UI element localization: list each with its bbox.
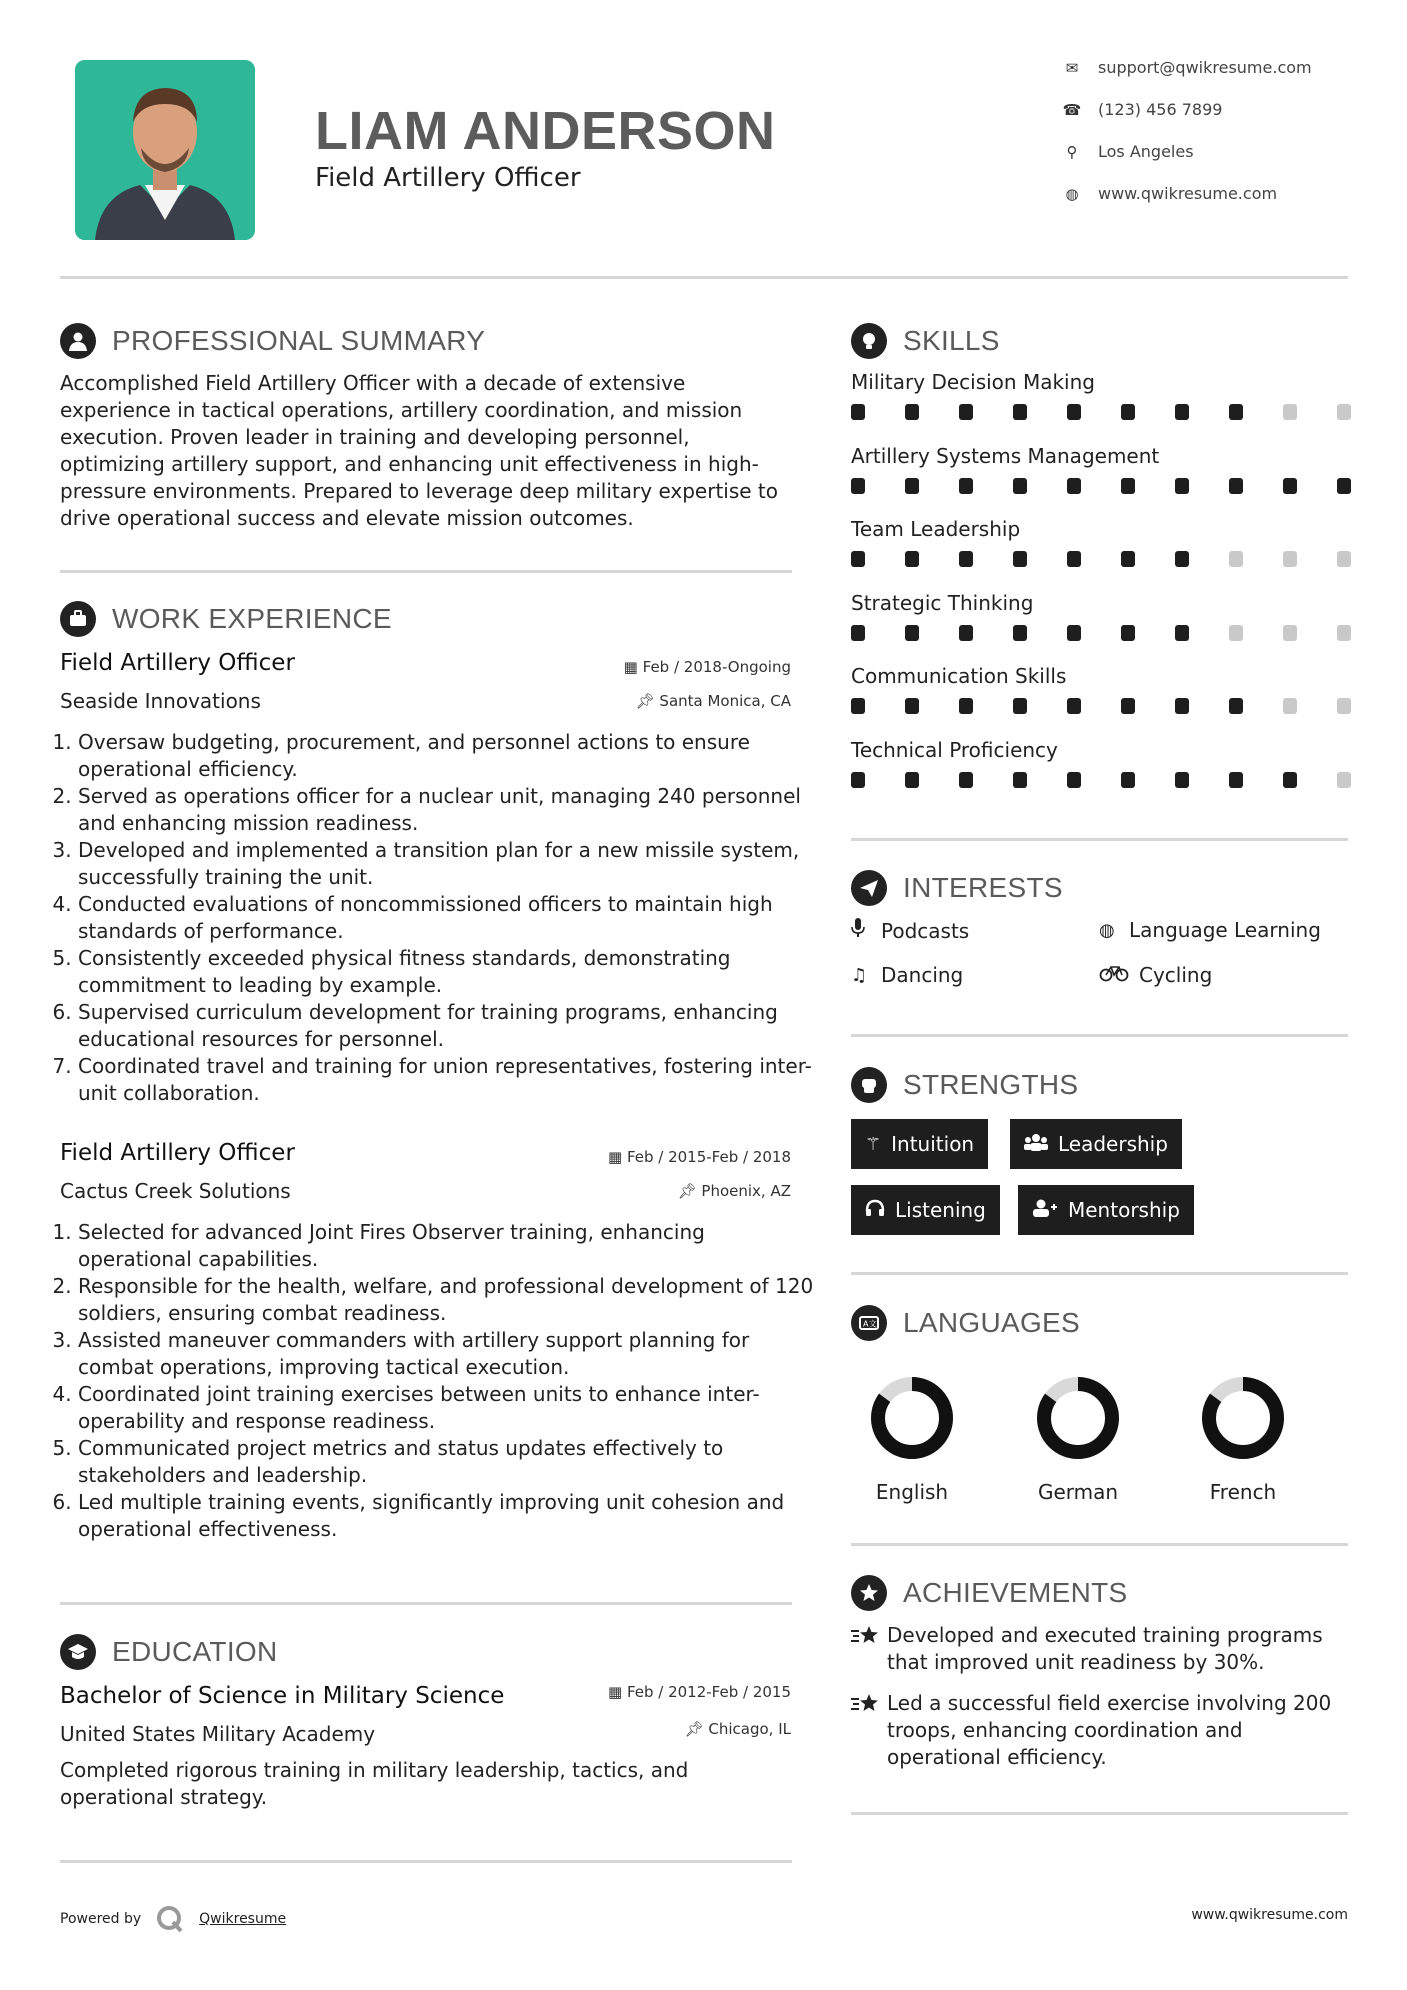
rating-dot-empty — [1337, 551, 1351, 567]
education-location — [685, 1720, 791, 1738]
skill-row — [851, 738, 1351, 812]
rating-dot-filled — [959, 625, 973, 641]
footer-url[interactable]: www.qwikresume.com — [1191, 1907, 1348, 1923]
interests-heading — [851, 870, 1063, 906]
english-level-ring — [862, 1368, 962, 1468]
rating-dot-filled — [1067, 404, 1081, 420]
interest-dancing — [851, 963, 963, 987]
summary-divider — [60, 570, 792, 573]
list-item: 1. Selected for advanced Joint Fires Observer training, enhancing operational capabilities. — [78, 1219, 818, 1273]
rating-dot-filled — [1013, 625, 1027, 641]
user-icon — [60, 323, 96, 359]
rating-dot-filled — [1013, 478, 1027, 494]
map-pin-icon: ⚲ — [1066, 142, 1078, 161]
header-divider — [60, 276, 1348, 279]
rating-dot-filled — [1121, 478, 1135, 494]
interest-label: Dancing — [881, 963, 964, 987]
contact-location — [1062, 142, 1194, 161]
list-item: 2. Responsible for the health, welfare, and professional development of 120 soldiers, ensuring combat readiness. — [78, 1273, 818, 1327]
rating-dot-filled — [1067, 551, 1081, 567]
job-1-dates-text: Feb / 2018-Ongoing — [642, 658, 791, 676]
calendar-icon: ▦ — [607, 1148, 623, 1166]
achievements-divider — [851, 1812, 1348, 1815]
job-1-responsibilities — [60, 729, 818, 1107]
headphones-icon — [865, 1199, 885, 1222]
rating-dot-filled — [959, 698, 973, 714]
interest-language-learning — [1099, 918, 1321, 942]
list-item: 4. Conducted evaluations of noncommissioned officers to maintain high standards of performance. — [78, 891, 818, 945]
work-heading — [60, 601, 392, 637]
svg-text:A文: A文 — [863, 1319, 878, 1329]
rating-dot-filled — [1229, 698, 1243, 714]
skill-row — [851, 444, 1351, 518]
interest-label: Cycling — [1139, 963, 1213, 987]
profile-photo — [75, 60, 255, 240]
summary-text: Accomplished Field Artillery Officer with a decade of extensive experience in tactical operations, artillery coordination, and mission execution. Proven leader in training and developing personnel, optimizing artillery support, and enhancing unit effectiveness in high-pressure environments. Prepared to leverage deep military expertise to drive operational success and elevate mission outcomes. — [60, 371, 779, 530]
work-divider — [60, 1602, 792, 1605]
interest-podcasts — [851, 918, 969, 943]
list-item: 6. Supervised curriculum development for training programs, enhancing educational resources for personnel. — [78, 999, 818, 1053]
job-1-location-text: Santa Monica, CA — [659, 692, 791, 710]
strength-label: Mentorship — [1068, 1198, 1180, 1222]
achievement-text: Developed and executed training programs that improved unit readiness by 30%. — [887, 1623, 1323, 1674]
candidate-name: LIAM ANDERSON — [315, 101, 776, 161]
summary-heading — [60, 323, 485, 359]
skill-name: Team Leadership — [851, 517, 1021, 541]
job-1-dates — [624, 658, 791, 676]
summary-heading-text: PROFESSIONAL SUMMARY — [112, 325, 486, 356]
job-2-dates — [608, 1148, 791, 1166]
rating-dot-filled — [1067, 772, 1081, 788]
work-heading-text: WORK EXPERIENCE — [112, 603, 392, 634]
french-level-ring — [1193, 1368, 1293, 1468]
education-description: Completed rigorous training in military leadership, tactics, and operational strategy. — [60, 1758, 689, 1809]
rating-dot-filled — [1175, 698, 1189, 714]
rating-dot-filled — [1067, 625, 1081, 641]
achievement-text: Led a successful field exercise involving 200 troops, enhancing coordination and operational efficiency. — [887, 1691, 1332, 1769]
rating-dot-filled — [905, 404, 919, 420]
skill-rating — [851, 478, 1351, 494]
strength-tag-intuition — [851, 1119, 988, 1169]
education-location-text: Chicago, IL — [708, 1720, 791, 1738]
rating-dot-empty — [1337, 404, 1351, 420]
language-label: French — [1209, 1480, 1277, 1504]
skills-heading — [851, 323, 1000, 359]
interests-divider — [851, 1034, 1348, 1037]
rating-dot-filled — [905, 772, 919, 788]
star-badge-icon — [851, 1575, 887, 1611]
achievements-heading-text: ACHIEVEMENTS — [903, 1577, 1128, 1608]
rating-dot-filled — [1121, 404, 1135, 420]
list-item: 5. Communicated project metrics and status updates effectively to stakeholders and leadership. — [78, 1435, 818, 1489]
rating-dot-filled — [959, 772, 973, 788]
skill-rating — [851, 551, 1351, 567]
rating-dot-filled — [1121, 551, 1135, 567]
rating-dot-filled — [1229, 478, 1243, 494]
strength-label: Listening — [895, 1198, 986, 1222]
skill-row — [851, 517, 1351, 591]
briefcase-icon — [60, 601, 96, 637]
rating-dot-filled — [1013, 404, 1027, 420]
shooting-star-icon — [851, 1690, 887, 1771]
rating-dot-filled — [1013, 772, 1027, 788]
pushpin-icon: 📌︎ — [677, 1182, 697, 1200]
education-degree: Bachelor of Science in Military Science — [60, 1683, 505, 1709]
rating-dot-filled — [851, 625, 865, 641]
skill-name: Technical Proficiency — [851, 737, 1058, 762]
list-item: 6. Led multiple training events, significantly improving unit cohesion and operational effectiveness. — [78, 1489, 818, 1543]
job-1-company: Seaside Innovations — [60, 689, 261, 713]
rating-dot-filled — [905, 698, 919, 714]
skill-name: Artillery Systems Management — [851, 443, 1160, 468]
rating-dot-filled — [1121, 698, 1135, 714]
qwikresume-logo-icon — [155, 1904, 185, 1934]
language-card-icon — [851, 1305, 887, 1341]
education-school: United States Military Academy — [60, 1722, 376, 1746]
rating-dot-filled — [1283, 478, 1297, 494]
job-2-company: Cactus Creek Solutions — [60, 1179, 291, 1203]
rating-dot-filled — [1121, 772, 1135, 788]
rating-dot-filled — [851, 698, 865, 714]
qwikresume-link[interactable]: Qwikresume — [199, 1911, 287, 1927]
shooting-star-icon — [851, 1622, 887, 1676]
pushpin-icon: 📌︎ — [684, 1720, 704, 1738]
calendar-icon: ▦ — [607, 1683, 623, 1701]
languages-heading-text: LANGUAGES — [903, 1307, 1080, 1338]
rating-dot-filled — [1175, 404, 1189, 420]
skill-name: Military Decision Making — [851, 370, 1095, 394]
strength-tag-leadership — [1010, 1119, 1182, 1169]
education-dates-text: Feb / 2012-Feb / 2015 — [626, 1683, 791, 1701]
rating-dot-filled — [851, 478, 865, 494]
job-1-location — [636, 692, 791, 710]
languages-divider — [851, 1543, 1348, 1546]
job-2-dates-text: Feb / 2015-Feb / 2018 — [626, 1148, 791, 1166]
paper-plane-icon — [851, 870, 887, 906]
rating-dot-filled — [1121, 625, 1135, 641]
rating-dot-filled — [905, 478, 919, 494]
fist-icon — [851, 1067, 887, 1103]
german-level-ring — [1028, 1368, 1128, 1468]
contact-phone[interactable] — [1062, 100, 1222, 119]
list-item: 3. Assisted maneuver commanders with artillery support planning for combat operations, improving tactical execution. — [78, 1327, 818, 1381]
skill-rating — [851, 404, 1351, 420]
rating-dot-filled — [905, 625, 919, 641]
rating-dot-empty — [1337, 698, 1351, 714]
job-2-location-text: Phoenix, AZ — [701, 1182, 791, 1200]
contact-phone-text: (123) 456 7899 — [1098, 100, 1223, 119]
language-english — [862, 1368, 962, 1504]
language-label: English — [875, 1480, 949, 1504]
rating-dot-filled — [1283, 772, 1297, 788]
rating-dot-empty — [1229, 551, 1243, 567]
skill-row — [851, 591, 1351, 665]
powered-by-text: Powered by — [60, 1911, 142, 1927]
magic-wand-icon: ⚚ — [865, 1133, 882, 1155]
rating-dot-empty — [1283, 625, 1297, 641]
pushpin-icon: 📌︎ — [635, 692, 655, 710]
rating-dot-filled — [1229, 772, 1243, 788]
contact-website-text: www.qwikresume.com — [1098, 184, 1278, 203]
phone-icon: ☎ — [1062, 100, 1082, 119]
language-german — [1028, 1368, 1128, 1504]
interest-label: Language Learning — [1129, 918, 1321, 942]
rating-dot-filled — [959, 404, 973, 420]
skill-rating — [851, 698, 1351, 714]
rating-dot-filled — [1067, 478, 1081, 494]
strength-tag-listening — [851, 1185, 1000, 1235]
candidate-title: Field Artillery Officer — [315, 163, 581, 193]
rating-dot-empty — [1283, 404, 1297, 420]
job-2-title: Field Artillery Officer — [60, 1140, 295, 1166]
list-item: 7. Coordinated travel and training for union representatives, fostering inter-unit collaboration. — [78, 1053, 818, 1107]
rating-dot-filled — [1337, 478, 1351, 494]
skills-list — [851, 370, 1351, 811]
rating-dot-filled — [959, 551, 973, 567]
rating-dot-filled — [1013, 551, 1027, 567]
bicycle-icon — [1099, 964, 1129, 987]
envelope-icon: ✉ — [1065, 58, 1079, 77]
globe-icon: ◍ — [1099, 919, 1115, 941]
interest-label: Podcasts — [881, 918, 970, 943]
graduation-icon — [60, 1634, 96, 1670]
rating-dot-filled — [1175, 772, 1189, 788]
lightbulb-icon — [851, 323, 887, 359]
rating-dot-filled — [1175, 551, 1189, 567]
strength-tag-mentorship — [1018, 1185, 1194, 1235]
strengths-heading — [851, 1067, 1078, 1103]
rating-dot-filled — [851, 551, 865, 567]
microphone-icon — [851, 918, 871, 943]
music-icon: ♫ — [851, 964, 868, 986]
rating-dot-filled — [1013, 698, 1027, 714]
rating-dot-filled — [851, 404, 865, 420]
strength-label: Intuition — [891, 1132, 975, 1156]
skill-name: Communication Skills — [851, 664, 1067, 688]
list-item: 1. Oversaw budgeting, procurement, and personnel actions to ensure operational efficiency. — [78, 729, 818, 783]
rating-dot-filled — [1175, 478, 1189, 494]
rating-dot-filled — [1067, 698, 1081, 714]
rating-dot-empty — [1283, 698, 1297, 714]
rating-dot-empty — [1337, 772, 1351, 788]
contact-email-text: support@qwikresume.com — [1098, 58, 1312, 77]
job-2-location — [678, 1182, 791, 1200]
education-dates — [608, 1683, 791, 1701]
language-french — [1193, 1368, 1293, 1504]
rating-dot-filled — [1175, 625, 1189, 641]
interests-heading-text: INTERESTS — [903, 872, 1063, 903]
education-divider — [60, 1860, 792, 1863]
list-item: 3. Developed and implemented a transition plan for a new missile system, successfully training the unit. — [78, 837, 818, 891]
rating-dot-empty — [1229, 625, 1243, 641]
user-plus-icon — [1032, 1199, 1058, 1222]
globe-icon: ◍ — [1065, 184, 1079, 203]
rating-dot-empty — [1283, 551, 1297, 567]
education-heading-text: EDUCATION — [112, 1636, 278, 1667]
interest-cycling — [1099, 963, 1212, 987]
strengths-heading-text: STRENGTHS — [903, 1069, 1079, 1100]
job-1-title: Field Artillery Officer — [60, 650, 295, 676]
skill-row — [851, 664, 1351, 738]
strengths-divider — [851, 1272, 1348, 1275]
achievements-heading — [851, 1575, 1128, 1611]
users-icon — [1024, 1133, 1048, 1156]
list-item: 5. Consistently exceeded physical fitness standards, demonstrating commitment to leading by example. — [78, 945, 818, 999]
calendar-icon: ▦ — [623, 658, 638, 676]
skills-divider — [851, 838, 1348, 841]
skill-rating — [851, 772, 1351, 788]
achievement-item — [851, 1690, 1351, 1771]
education-heading — [60, 1634, 278, 1670]
achievement-item — [851, 1622, 1351, 1676]
list-item: 2. Served as operations officer for a nuclear unit, managing 240 personnel and enhancing mission readiness. — [78, 783, 818, 837]
job-2-responsibilities — [60, 1219, 818, 1543]
strength-label: Leadership — [1058, 1132, 1168, 1156]
contact-location-text: Los Angeles — [1098, 142, 1194, 161]
rating-dot-filled — [851, 772, 865, 788]
language-label: German — [1037, 1480, 1119, 1504]
contact-website[interactable] — [1062, 184, 1277, 203]
list-item: 4. Coordinated joint training exercises between units to enhance inter-operability and response readiness. — [78, 1381, 818, 1435]
rating-dot-filled — [959, 478, 973, 494]
skill-row — [851, 370, 1351, 444]
contact-email[interactable] — [1062, 58, 1312, 77]
rating-dot-filled — [905, 551, 919, 567]
rating-dot-filled — [1229, 404, 1243, 420]
skill-rating — [851, 625, 1351, 641]
rating-dot-empty — [1337, 625, 1351, 641]
skill-name: Strategic Thinking — [851, 590, 1034, 615]
languages-heading — [851, 1305, 1080, 1341]
footer-powered-by — [60, 1904, 286, 1934]
skills-heading-text: SKILLS — [903, 325, 1000, 356]
